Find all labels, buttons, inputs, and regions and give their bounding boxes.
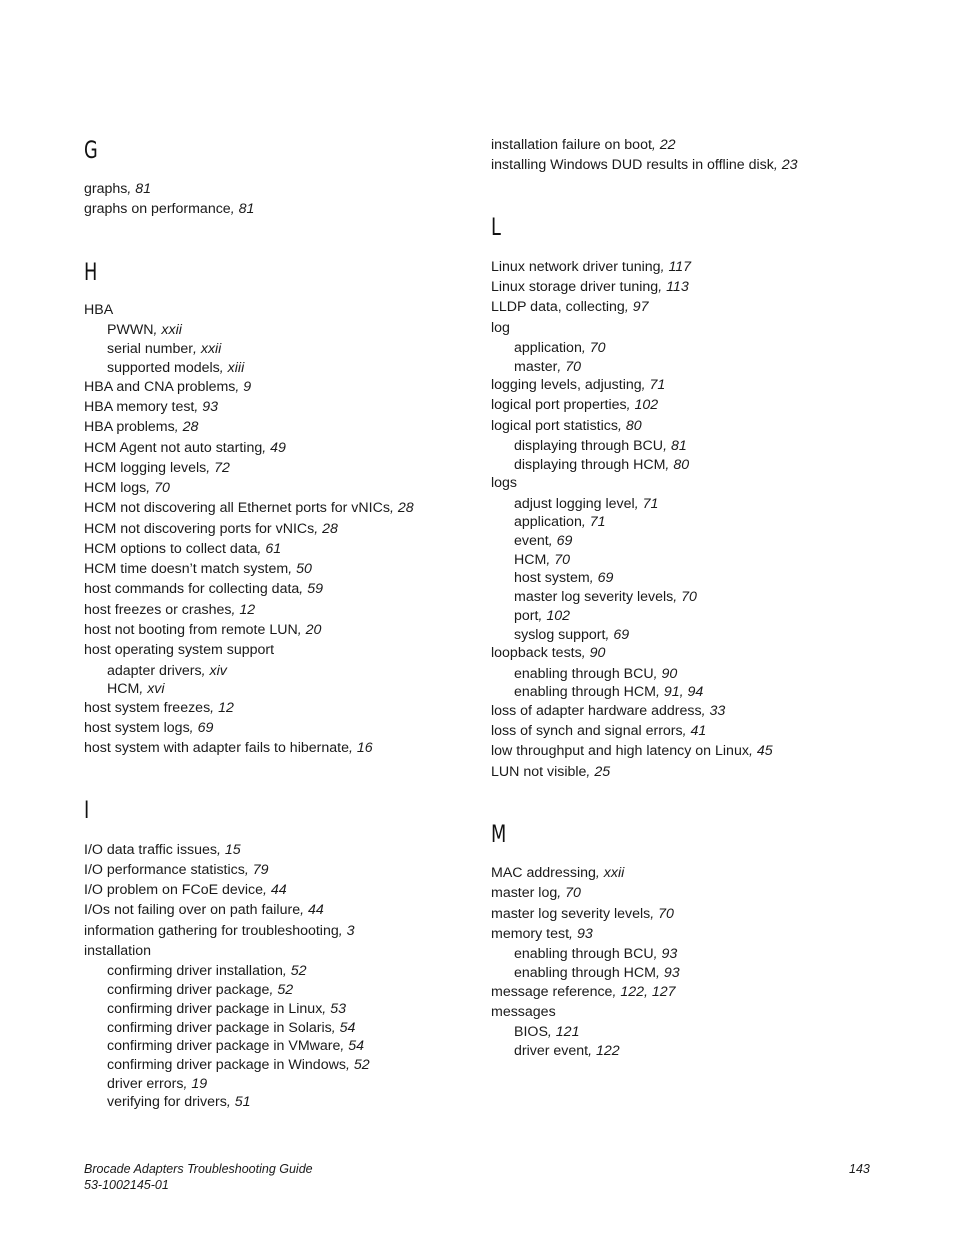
- index-entry: I/Os not failing over on path failure, 44: [84, 902, 324, 918]
- index-term: Linux network driver tuning: [491, 259, 661, 275]
- index-term: HBA: [84, 302, 114, 318]
- page-reference[interactable]: 93: [202, 399, 219, 415]
- index-entry: host freezes or crashes, 12: [84, 602, 256, 618]
- index-entry: logging levels, adjusting, 71: [491, 377, 666, 393]
- index-term: application: [514, 340, 582, 356]
- index-subentry: enabling through HCM, 91, 94: [514, 684, 704, 700]
- page-reference[interactable]: 70: [589, 340, 606, 356]
- page-reference[interactable]: 52: [353, 1057, 370, 1073]
- index-term: HBA memory test: [84, 399, 195, 415]
- page-reference[interactable]: 117: [668, 259, 692, 275]
- index-entry: logical port properties, 102: [491, 397, 659, 413]
- index-term: confirming driver package in Windows: [107, 1057, 346, 1073]
- page-reference[interactable]: 28: [182, 419, 199, 435]
- index-term: confirming driver package in Solaris: [107, 1020, 332, 1036]
- index-entry: loss of adapter hardware address, 33: [491, 703, 726, 719]
- index-entry: HCM logging levels, 72: [84, 460, 230, 476]
- index-term: LUN not visible: [491, 764, 587, 780]
- index-subentry: BIOS, 121: [514, 1024, 580, 1040]
- index-term: HCM not discovering all Ethernet ports for vNICs: [84, 500, 390, 516]
- index-subentry: displaying through BCU, 81: [514, 438, 687, 454]
- page-reference[interactable]: xxii: [200, 341, 222, 357]
- index-entry: master log, 70: [491, 885, 581, 901]
- index-subentry: supported models, xiii: [107, 360, 245, 376]
- page-reference[interactable]: 113: [666, 279, 689, 295]
- index-subentry: serial number, xxii: [107, 341, 222, 357]
- index-subentry: enabling through BCU, 93: [514, 946, 678, 962]
- index-term: HCM time doesn’t match system: [84, 561, 289, 577]
- footer-doc-number: 53-1002145-01: [84, 1178, 169, 1192]
- page-reference[interactable]: 81: [135, 181, 152, 197]
- index-entry: information gathering for troubleshooting, 3: [84, 923, 355, 939]
- index-term: Linux storage driver tuning: [491, 279, 659, 295]
- page-reference[interactable]: 93: [663, 965, 680, 981]
- index-term: host system logs: [84, 720, 190, 736]
- index-term: host not booting from remote LUN: [84, 622, 298, 638]
- page-reference[interactable]: 61: [265, 541, 282, 557]
- page-reference[interactable]: 90: [589, 645, 606, 661]
- index-entry: low throughput and high latency on Linux, 45: [491, 743, 773, 759]
- page-reference[interactable]: 53: [330, 1001, 346, 1017]
- page-reference[interactable]: 54: [339, 1020, 356, 1036]
- index-entry: host system logs, 69: [84, 720, 214, 736]
- index-entry: HCM Agent not auto starting, 49: [84, 440, 286, 456]
- page-reference[interactable]: 49: [270, 440, 286, 456]
- index-subentry: displaying through HCM, 80: [514, 457, 690, 473]
- index-term: logs: [491, 475, 518, 491]
- page-reference[interactable]: 16: [356, 740, 373, 756]
- index-term: I/O data traffic issues: [84, 842, 218, 858]
- index-term: loss of adapter hardware address: [491, 703, 702, 719]
- index-entry: host not booting from remote LUN, 20: [84, 622, 322, 638]
- index-term: HCM: [107, 681, 140, 697]
- index-entry: LUN not visible, 25: [491, 764, 611, 780]
- page-reference[interactable]: 52: [290, 963, 307, 979]
- index-subentry: confirming driver package in VMware, 54: [107, 1038, 365, 1054]
- index-entry: HCM time doesn’t match system, 50: [84, 561, 312, 577]
- index-term: enabling through BCU: [514, 946, 654, 962]
- index-subentry: confirming driver package, 52: [107, 982, 294, 998]
- index-term: loopback tests: [491, 645, 582, 661]
- index-term: driver errors: [107, 1076, 184, 1092]
- index-subentry: syslog support, 69: [514, 627, 630, 643]
- page-reference[interactable]: 69: [597, 570, 614, 586]
- index-term: installation failure on boot: [491, 137, 652, 153]
- page-reference[interactable]: 19: [191, 1076, 208, 1092]
- page-reference[interactable]: 28: [397, 500, 414, 516]
- page-reference[interactable]: 70: [565, 885, 581, 901]
- index-term: HCM: [514, 552, 547, 568]
- index-term: confirming driver package in VMware: [107, 1038, 341, 1054]
- page-reference[interactable]: 44: [270, 882, 287, 898]
- index-entry: host commands for collecting data, 59: [84, 581, 323, 597]
- index-subentry: host system, 69: [514, 570, 614, 586]
- page-reference[interactable]: 50: [296, 561, 312, 577]
- index-term: logical port properties: [491, 397, 627, 413]
- index-entry: installing Windows DUD results in offline disk, 23: [491, 157, 798, 173]
- section-letter-heading: H: [84, 258, 98, 286]
- index-entry: graphs, 81: [84, 181, 152, 197]
- index-term: displaying through BCU: [514, 438, 664, 454]
- index-entry: memory test, 93: [491, 926, 593, 942]
- index-term: HCM logging levels: [84, 460, 207, 476]
- index-entry: message reference, 122, 127: [491, 984, 676, 1000]
- index-term: confirming driver package in Linux: [107, 1001, 323, 1017]
- page-reference[interactable]: 45: [756, 743, 773, 759]
- index-entry: HBA memory test, 93: [84, 399, 219, 415]
- index-entry: [84, 301, 113, 319]
- index-subentry: port, 102: [514, 608, 571, 624]
- index-subentry: adjust logging level, 71: [514, 496, 659, 512]
- page-reference[interactable]: 102: [546, 608, 571, 624]
- index-entry: HCM not discovering all Ethernet ports for vNICs, 28: [84, 500, 414, 516]
- page-reference[interactable]: 69: [556, 533, 573, 549]
- index-term: HCM options to collect data: [84, 541, 258, 557]
- index-entry: installation failure on boot, 22: [491, 137, 676, 153]
- index-term: driver event: [514, 1043, 589, 1059]
- index-entry: Linux network driver tuning, 117: [491, 259, 692, 275]
- index-subentry: application, 71: [514, 514, 606, 530]
- page-reference[interactable]: 71: [589, 514, 606, 530]
- page-reference[interactable]: xxii: [603, 865, 625, 881]
- index-term: PWWN: [107, 322, 154, 338]
- index-entry: HCM options to collect data, 61: [84, 541, 282, 557]
- page-reference[interactable]: xxii: [161, 322, 182, 338]
- index-entry: [491, 319, 510, 337]
- page-reference[interactable]: 3: [346, 923, 355, 939]
- index-term: LLDP data, collecting: [491, 299, 625, 315]
- index-subentry: verifying for drivers, 51: [107, 1094, 251, 1110]
- page-reference[interactable]: 71: [649, 377, 666, 393]
- index-subentry: event, 69: [514, 533, 573, 549]
- page-reference[interactable]: 12: [218, 700, 234, 716]
- page-reference[interactable]: 70: [565, 359, 582, 375]
- index-entry: host system freezes, 12: [84, 700, 234, 716]
- index-term: host operating system support: [84, 642, 275, 658]
- section-letter-heading: M: [491, 820, 507, 848]
- page-reference[interactable]: 28: [322, 521, 338, 537]
- page-reference[interactable]: 20: [305, 622, 322, 638]
- index-term: host system: [514, 570, 590, 586]
- page-reference[interactable]: 33: [709, 703, 726, 719]
- index-term: host system with adapter fails to hibernate: [84, 740, 349, 756]
- index-term: confirming driver installation: [107, 963, 283, 979]
- page-reference[interactable]: 91, 94: [663, 684, 704, 700]
- index-term: master log severity levels: [514, 589, 674, 605]
- index-term: master log: [491, 885, 558, 901]
- index-subentry: confirming driver package in Solaris, 54: [107, 1020, 356, 1036]
- footer-page-number: 143: [849, 1162, 870, 1176]
- index-subentry: confirming driver package in Linux, 53: [107, 1001, 346, 1017]
- page-reference[interactable]: 41: [690, 723, 707, 739]
- index-term: enabling through BCU: [514, 666, 654, 682]
- index-term: application: [514, 514, 582, 530]
- page-reference[interactable]: 22: [659, 137, 676, 153]
- index-term: host commands for collecting data: [84, 581, 300, 597]
- index-term: HCM logs: [84, 480, 147, 496]
- index-term: HCM Agent not auto starting: [84, 440, 263, 456]
- index-term: adapter drivers: [107, 663, 202, 679]
- index-entry: HCM logs, 70: [84, 480, 170, 496]
- index-term: I/O problem on FCoE device: [84, 882, 263, 898]
- page-reference[interactable]: 69: [613, 627, 630, 643]
- index-entry: [84, 942, 151, 960]
- page-reference[interactable]: 81: [670, 438, 687, 454]
- page-reference[interactable]: xiv: [209, 663, 227, 679]
- index-term: log: [491, 320, 510, 336]
- section-letter-heading: L: [491, 213, 501, 241]
- index-entry: HCM not discovering ports for vNICs, 28: [84, 521, 338, 537]
- index-term: messages: [491, 1004, 556, 1020]
- index-entry: MAC addressing, xxii: [491, 865, 625, 881]
- index-entry: logical port statistics, 80: [491, 418, 642, 434]
- page-reference[interactable]: 69: [197, 720, 214, 736]
- footer-doc-title: Brocade Adapters Troubleshooting Guide: [84, 1162, 313, 1176]
- index-subentry: HCM, xvi: [107, 681, 165, 697]
- index-entry: master log severity levels, 70: [491, 906, 674, 922]
- page-reference[interactable]: 23: [781, 157, 798, 173]
- index-term: loss of synch and signal errors: [491, 723, 683, 739]
- page-reference[interactable]: 70: [681, 589, 697, 605]
- index-subentry: master, 70: [514, 359, 582, 375]
- index-entry: I/O performance statistics, 79: [84, 862, 269, 878]
- index-entry: [84, 641, 274, 659]
- index-subentry: HCM, 70: [514, 552, 570, 568]
- page-reference[interactable]: 90: [661, 666, 678, 682]
- index-term: memory test: [491, 926, 570, 942]
- index-term: HBA and CNA problems: [84, 379, 236, 395]
- page-reference[interactable]: 44: [307, 902, 324, 918]
- index-term: adjust logging level: [514, 496, 635, 512]
- index-term: confirming driver package: [107, 982, 270, 998]
- page-reference[interactable]: 102: [634, 397, 659, 413]
- index-subentry: master log severity levels, 70: [514, 589, 697, 605]
- index-entry: loss of synch and signal errors, 41: [491, 723, 707, 739]
- page-reference[interactable]: 15: [224, 842, 241, 858]
- page-reference[interactable]: xiii: [227, 360, 245, 376]
- index-term: installation: [84, 943, 152, 959]
- index-entry: [491, 1003, 556, 1021]
- index-term: graphs on performance: [84, 201, 231, 217]
- index-term: enabling through HCM: [514, 684, 656, 700]
- index-entry: [491, 474, 517, 492]
- page-reference[interactable]: 70: [154, 480, 170, 496]
- page-reference[interactable]: 70: [554, 552, 570, 568]
- index-subentry: PWWN, xxii: [107, 322, 182, 338]
- index-subentry: enabling through BCU, 90: [514, 666, 678, 682]
- page-reference[interactable]: 70: [658, 906, 674, 922]
- section-letter-heading: I: [84, 796, 90, 824]
- index-subentry: confirming driver installation, 52: [107, 963, 307, 979]
- page-reference[interactable]: 12: [239, 602, 256, 618]
- section-letter-heading: G: [84, 136, 98, 164]
- page-reference[interactable]: 79: [252, 862, 269, 878]
- index-term: logging levels, adjusting: [491, 377, 642, 393]
- page-reference[interactable]: 122: [596, 1043, 620, 1059]
- index-subentry: application, 70: [514, 340, 606, 356]
- page-reference[interactable]: 93: [661, 946, 678, 962]
- page-reference[interactable]: 93: [576, 926, 593, 942]
- page-reference[interactable]: 9: [243, 379, 252, 395]
- page-reference[interactable]: 51: [234, 1094, 251, 1110]
- page-reference[interactable]: 25: [594, 764, 611, 780]
- index-term: host system freezes: [84, 700, 211, 716]
- index-term: BIOS: [514, 1024, 548, 1040]
- index-subentry: adapter drivers, xiv: [107, 663, 227, 679]
- index-subentry: enabling through HCM, 93: [514, 965, 680, 981]
- index-term: message reference: [491, 984, 613, 1000]
- index-term: master: [514, 359, 558, 375]
- index-subentry: confirming driver package in Windows, 52: [107, 1057, 370, 1073]
- page-reference[interactable]: 80: [625, 418, 642, 434]
- index-term: HBA problems: [84, 419, 175, 435]
- index-term: supported models: [107, 360, 220, 376]
- index-entry: HBA problems, 28: [84, 419, 199, 435]
- index-entry: LLDP data, collecting, 97: [491, 299, 649, 315]
- index-entry: HBA and CNA problems, 9: [84, 379, 252, 395]
- index-term: low throughput and high latency on Linux: [491, 743, 749, 759]
- index-term: displaying through HCM: [514, 457, 666, 473]
- page-reference[interactable]: 71: [642, 496, 659, 512]
- index-term: verifying for drivers: [107, 1094, 227, 1110]
- index-entry: Linux storage driver tuning, 113: [491, 279, 689, 295]
- page-reference[interactable]: 121: [555, 1024, 580, 1040]
- page-reference[interactable]: 81: [238, 201, 255, 217]
- index-term: installing Windows DUD results in offline disk: [491, 157, 774, 173]
- index-term: host freezes or crashes: [84, 602, 232, 618]
- page-reference[interactable]: 54: [348, 1038, 365, 1054]
- page-reference[interactable]: 52: [277, 982, 294, 998]
- page-reference[interactable]: 72: [214, 460, 230, 476]
- index-subentry: driver event, 122: [514, 1043, 620, 1059]
- index-entry: loopback tests, 90: [491, 645, 606, 661]
- index-subentry: driver errors, 19: [107, 1076, 208, 1092]
- page-reference[interactable]: 59: [307, 581, 323, 597]
- index-entry: I/O problem on FCoE device, 44: [84, 882, 287, 898]
- index-term: syslog support: [514, 627, 606, 643]
- page-reference[interactable]: 97: [632, 299, 649, 315]
- page-reference[interactable]: xvi: [147, 681, 165, 697]
- index-term: I/O performance statistics: [84, 862, 245, 878]
- page-reference[interactable]: 122, 127: [620, 984, 676, 1000]
- index-term: graphs: [84, 181, 128, 197]
- index-term: logical port statistics: [491, 418, 618, 434]
- index-term: enabling through HCM: [514, 965, 656, 981]
- index-term: port: [514, 608, 539, 624]
- index-term: MAC addressing: [491, 865, 596, 881]
- page-reference[interactable]: 80: [673, 457, 690, 473]
- index-entry: host system with adapter fails to hibernate, 16: [84, 740, 373, 756]
- index-term: event: [514, 533, 549, 549]
- index-term: master log severity levels: [491, 906, 651, 922]
- index-term: HCM not discovering ports for vNICs: [84, 521, 315, 537]
- index-term: information gathering for troubleshooting: [84, 923, 339, 939]
- index-term: I/Os not failing over on path failure: [84, 902, 301, 918]
- index-entry: I/O data traffic issues, 15: [84, 842, 241, 858]
- index-term: serial number: [107, 341, 193, 357]
- index-entry: graphs on performance, 81: [84, 201, 255, 217]
